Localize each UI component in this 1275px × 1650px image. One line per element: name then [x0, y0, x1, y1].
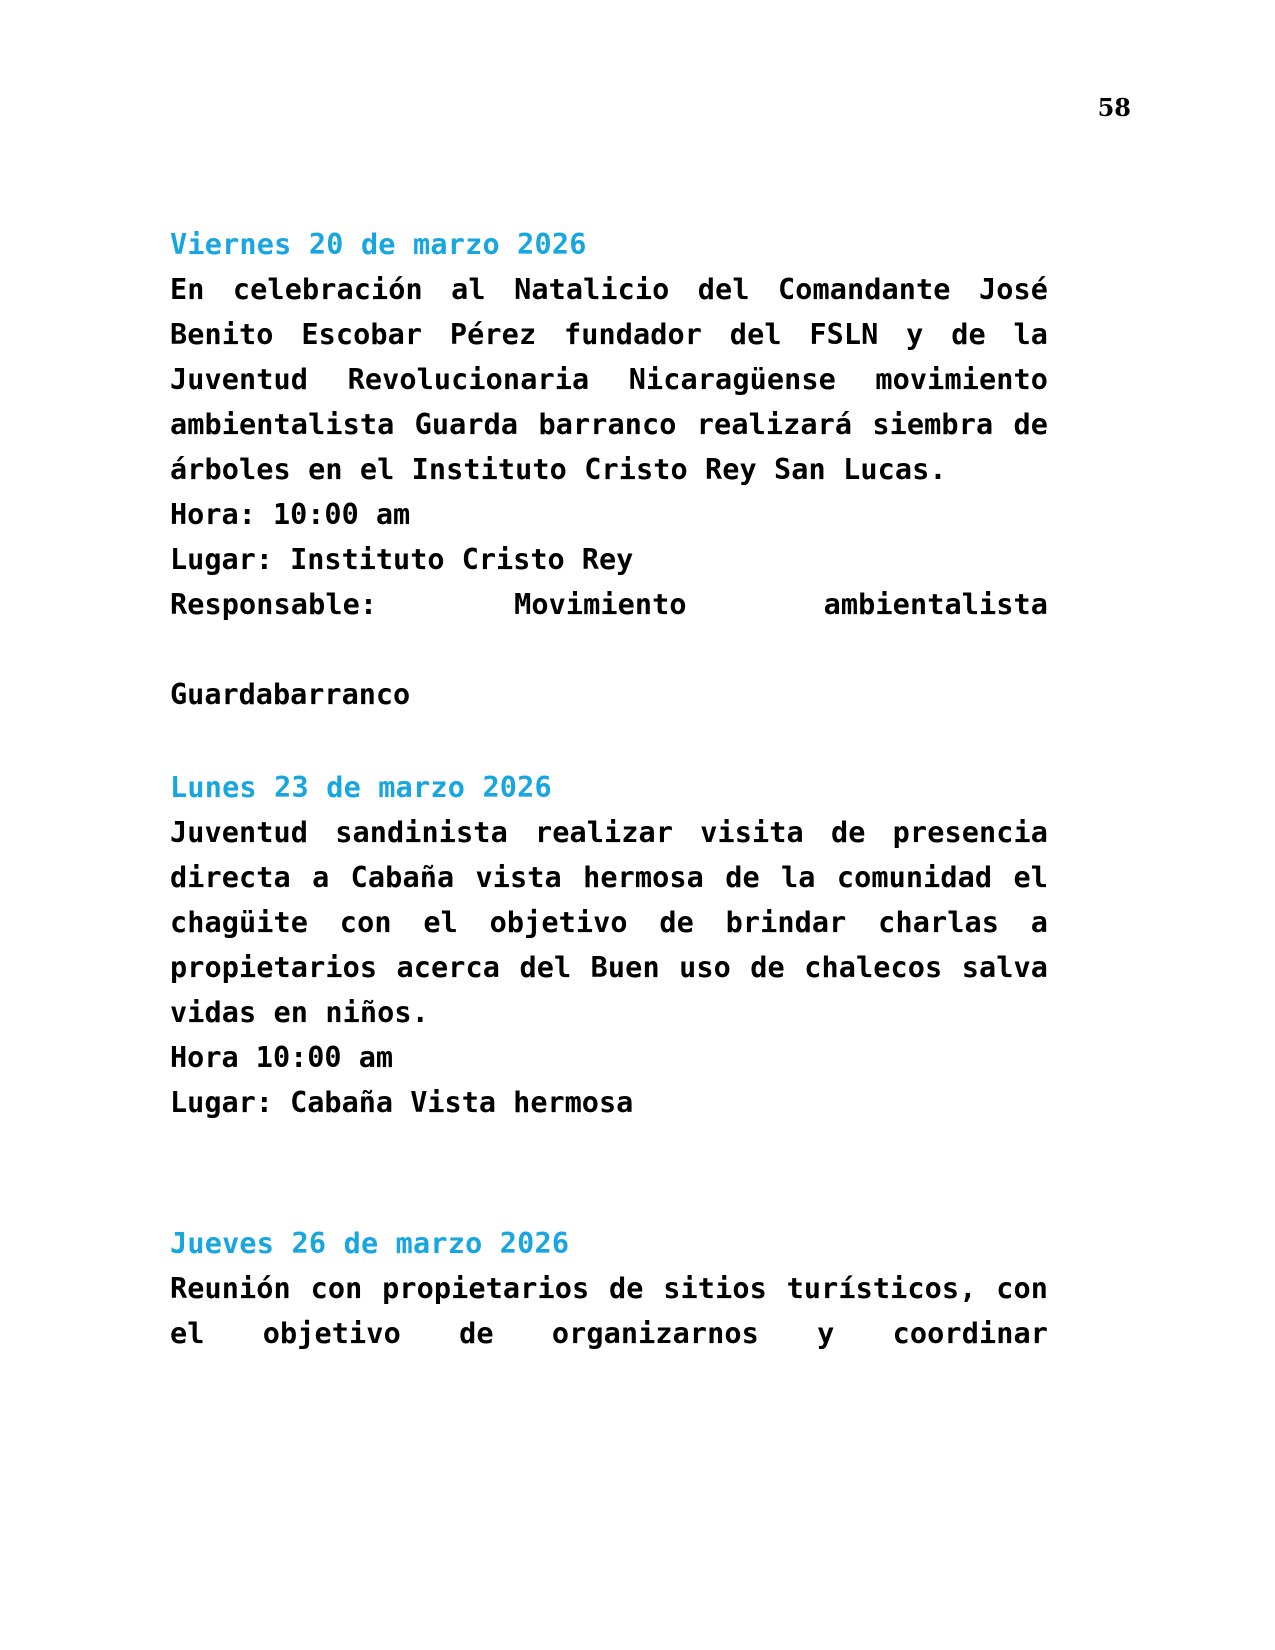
event-location-line: Lugar: Instituto Cristo Rey — [170, 543, 634, 576]
section-spacer-1 — [170, 717, 1048, 765]
event-section-2 — [170, 765, 1048, 1125]
event-responsible-continuation: Guardabarranco — [170, 678, 411, 711]
responsible-label: Responsable: — [170, 588, 378, 621]
event-date-heading: Lunes 23 de marzo 2026 — [170, 771, 552, 804]
event-description: Juventud sandinista realizar visita de presencia directa a Cabaña vista hermosa de la comunidad el chagüite con el objetivo de brindar charlas a propietarios acerca del Buen uso de chalecos salva vidas en niños. — [170, 816, 1048, 1029]
page-number: 58 — [1097, 93, 1131, 122]
event-description: En celebración al Natalicio del Comandante José Benito Escobar Pérez fundador del FSLN y de la Juventud Revolucionaria Nicaragüense movimiento ambientalista Guarda barranco realizará siembra de árboles en el Instituto Cristo Rey San Lucas. — [170, 273, 1048, 486]
event-location-line: Lugar: Cabaña Vista hermosa — [170, 1086, 634, 1119]
section-spacer-2 — [170, 1125, 1048, 1221]
responsible-value: Movimiento ambientalista — [514, 588, 1049, 621]
event-date-heading: Viernes 20 de marzo 2026 — [170, 228, 587, 261]
page-content — [170, 222, 1048, 1401]
event-description: Reunión con propietarios de sitios turísticos, con el objetivo de organizarnos y coordinar — [170, 1272, 1048, 1350]
event-responsible-line — [170, 582, 1048, 672]
event-section-1 — [170, 222, 1048, 717]
event-date-heading: Jueves 26 de marzo 2026 — [170, 1227, 570, 1260]
event-section-3 — [170, 1221, 1048, 1401]
event-time-line: Hora: 10:00 am — [170, 498, 411, 531]
event-time-line: Hora 10:00 am — [170, 1041, 394, 1074]
